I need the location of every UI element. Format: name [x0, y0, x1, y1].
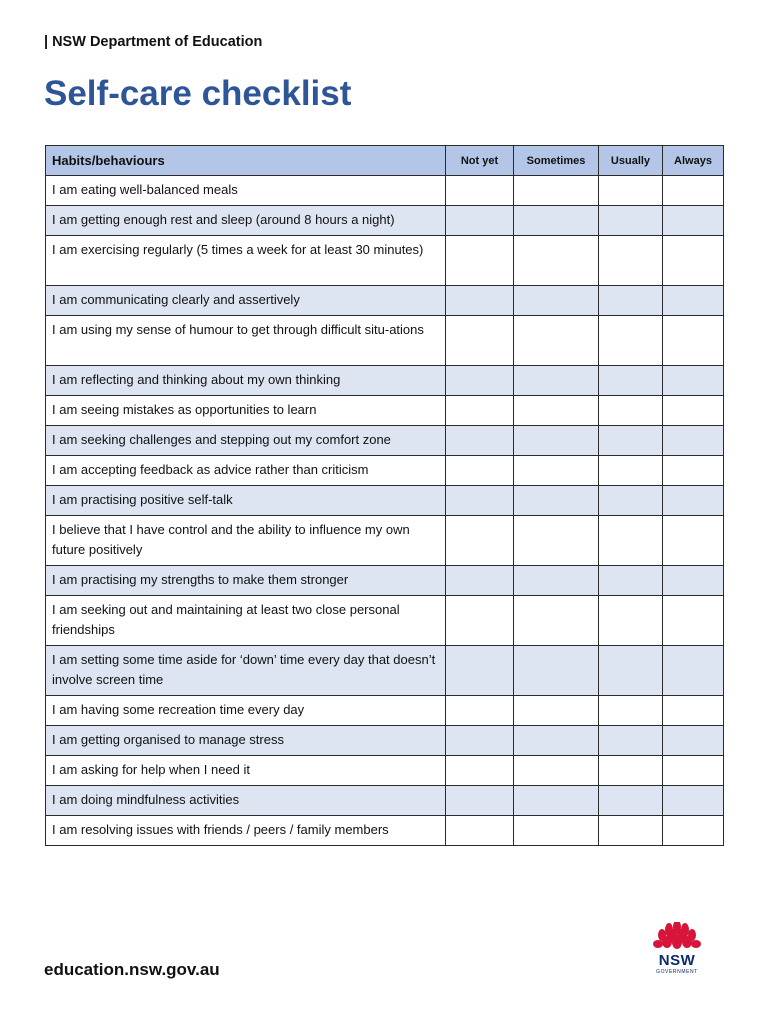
table-row: [46, 786, 724, 816]
checkbox-cell-not-yet[interactable]: [446, 286, 514, 316]
checkbox-cell-sometimes[interactable]: [514, 596, 599, 646]
checkbox-cell-always[interactable]: [663, 366, 724, 396]
habit-text: I am communicating clearly and assertively: [46, 286, 446, 316]
checkbox-cell-not-yet[interactable]: [446, 816, 514, 846]
checkbox-cell-not-yet[interactable]: [446, 366, 514, 396]
checkbox-cell-sometimes[interactable]: [514, 426, 599, 456]
table-row: [46, 756, 724, 786]
checkbox-cell-usually[interactable]: [599, 426, 663, 456]
checkbox-cell-sometimes[interactable]: [514, 316, 599, 366]
checkbox-cell-always[interactable]: [663, 176, 724, 206]
habit-text: I am seeking out and maintaining at least two close personal friendships: [46, 596, 446, 646]
checkbox-cell-not-yet[interactable]: [446, 756, 514, 786]
checkbox-cell-usually[interactable]: [599, 816, 663, 846]
habit-text: I am practising positive self-talk: [46, 486, 446, 516]
checkbox-cell-usually[interactable]: [599, 206, 663, 236]
checkbox-cell-sometimes[interactable]: [514, 176, 599, 206]
table-row: [46, 206, 724, 236]
checkbox-cell-usually[interactable]: [599, 646, 663, 696]
habit-text: I am using my sense of humour to get through difficult situ-ations: [46, 316, 446, 366]
checkbox-cell-not-yet[interactable]: [446, 566, 514, 596]
table-row: [46, 366, 724, 396]
checkbox-cell-not-yet[interactable]: [446, 486, 514, 516]
table-row: [46, 696, 724, 726]
checkbox-cell-not-yet[interactable]: [446, 646, 514, 696]
petal: [691, 940, 701, 948]
habit-text: I am eating well-balanced meals: [46, 176, 446, 206]
petal: [662, 936, 672, 948]
checkbox-cell-always[interactable]: [663, 816, 724, 846]
habit-text: I am seeing mistakes as opportunities to learn: [46, 396, 446, 426]
checkbox-cell-sometimes[interactable]: [514, 396, 599, 426]
table-row: [46, 286, 724, 316]
column-header-habits: Habits/behaviours: [46, 146, 446, 176]
checkbox-cell-not-yet[interactable]: [446, 696, 514, 726]
page-title: Self-care checklist: [44, 74, 352, 113]
habit-text: I am getting organised to manage stress: [46, 726, 446, 756]
checkbox-cell-sometimes[interactable]: [514, 286, 599, 316]
table-row: [46, 516, 724, 566]
checkbox-cell-always[interactable]: [663, 316, 724, 366]
checkbox-cell-sometimes[interactable]: [514, 816, 599, 846]
checkbox-cell-always[interactable]: [663, 426, 724, 456]
habit-text: I am exercising regularly (5 times a week for at least 30 minutes): [46, 236, 446, 286]
table-row: [46, 176, 724, 206]
checkbox-cell-sometimes[interactable]: [514, 786, 599, 816]
checkbox-cell-always[interactable]: [663, 726, 724, 756]
checkbox-cell-not-yet[interactable]: [446, 396, 514, 426]
table-row: [46, 316, 724, 366]
checkbox-cell-sometimes[interactable]: [514, 486, 599, 516]
checkbox-cell-not-yet[interactable]: [446, 516, 514, 566]
logo-subtext: GOVERNMENT: [656, 969, 698, 975]
self-care-checklist-table: [45, 145, 724, 846]
checkbox-cell-not-yet[interactable]: [446, 596, 514, 646]
habit-text: I am setting some time aside for ‘down’ time every day that doesn’t involve screen time: [46, 646, 446, 696]
table-row: [46, 646, 724, 696]
table-row: [46, 816, 724, 846]
checkbox-cell-not-yet[interactable]: [446, 206, 514, 236]
checkbox-cell-always[interactable]: [663, 486, 724, 516]
checkbox-cell-sometimes[interactable]: [514, 236, 599, 286]
checkbox-cell-always[interactable]: [663, 696, 724, 726]
checkbox-cell-sometimes[interactable]: [514, 646, 599, 696]
logo-word: NSW: [658, 952, 696, 969]
waratah-flower-icon: [646, 922, 708, 954]
checkbox-cell-always[interactable]: [663, 206, 724, 236]
nsw-government-logo: [646, 922, 708, 980]
checkbox-cell-usually[interactable]: [599, 566, 663, 596]
checkbox-cell-usually[interactable]: [599, 366, 663, 396]
checkbox-cell-sometimes[interactable]: [514, 516, 599, 566]
checkbox-cell-always[interactable]: [663, 286, 724, 316]
column-header-not-yet: Not yet: [446, 146, 514, 176]
checkbox-cell-sometimes[interactable]: [514, 366, 599, 396]
checkbox-cell-sometimes[interactable]: [514, 566, 599, 596]
checkbox-cell-not-yet[interactable]: [446, 726, 514, 756]
checkbox-cell-usually[interactable]: [599, 486, 663, 516]
footer-url: education.nsw.gov.au: [44, 960, 220, 979]
checkbox-cell-usually[interactable]: [599, 286, 663, 316]
table-row: [46, 456, 724, 486]
checkbox-cell-always[interactable]: [663, 756, 724, 786]
checkbox-cell-always[interactable]: [663, 786, 724, 816]
table-row: [46, 486, 724, 516]
checkbox-cell-sometimes[interactable]: [514, 696, 599, 726]
column-header-sometimes: Sometimes: [514, 146, 599, 176]
checkbox-cell-always[interactable]: [663, 236, 724, 286]
department-header: | NSW Department of Education: [44, 34, 263, 50]
checkbox-cell-always[interactable]: [663, 516, 724, 566]
checkbox-cell-sometimes[interactable]: [514, 726, 599, 756]
habit-text: I am having some recreation time every day: [46, 696, 446, 726]
checkbox-cell-always[interactable]: [663, 646, 724, 696]
habit-text: I am asking for help when I need it: [46, 756, 446, 786]
checkbox-cell-not-yet[interactable]: [446, 236, 514, 286]
checkbox-cell-not-yet[interactable]: [446, 456, 514, 486]
checkbox-cell-usually[interactable]: [599, 516, 663, 566]
checkbox-cell-always[interactable]: [663, 396, 724, 426]
checkbox-cell-usually[interactable]: [599, 316, 663, 366]
checkbox-cell-always[interactable]: [663, 566, 724, 596]
checkbox-cell-not-yet[interactable]: [446, 786, 514, 816]
checkbox-cell-usually[interactable]: [599, 396, 663, 426]
checkbox-cell-sometimes[interactable]: [514, 206, 599, 236]
checkbox-cell-not-yet[interactable]: [446, 176, 514, 206]
habit-text: I am accepting feedback as advice rather than criticism: [46, 456, 446, 486]
checkbox-cell-usually[interactable]: [599, 596, 663, 646]
checkbox-cell-usually[interactable]: [599, 726, 663, 756]
table-row: [46, 726, 724, 756]
table-row: [46, 236, 724, 286]
checkbox-cell-not-yet[interactable]: [446, 316, 514, 366]
checkbox-cell-usually[interactable]: [599, 176, 663, 206]
habit-text: I am doing mindfulness activities: [46, 786, 446, 816]
table-row: [46, 426, 724, 456]
checkbox-cell-always[interactable]: [663, 596, 724, 646]
checkbox-cell-usually[interactable]: [599, 756, 663, 786]
habit-text: I believe that I have control and the ability to influence my own future positively: [46, 516, 446, 566]
habit-text: I am resolving issues with friends / peers / family members: [46, 816, 446, 846]
column-header-usually: Usually: [599, 146, 663, 176]
petal: [653, 940, 663, 948]
column-header-always: Always: [663, 146, 724, 176]
habit-text: I am seeking challenges and stepping out my comfort zone: [46, 426, 446, 456]
habit-text: I am reflecting and thinking about my own thinking: [46, 366, 446, 396]
checkbox-cell-not-yet[interactable]: [446, 426, 514, 456]
table-row: [46, 396, 724, 426]
table-header-row: [46, 146, 724, 176]
petal: [682, 936, 692, 948]
habit-text: I am practising my strengths to make them stronger: [46, 566, 446, 596]
petal: [672, 935, 682, 949]
table-row: [46, 566, 724, 596]
checkbox-cell-usually[interactable]: [599, 696, 663, 726]
checkbox-cell-sometimes[interactable]: [514, 456, 599, 486]
checkbox-cell-always[interactable]: [663, 456, 724, 486]
table-row: [46, 596, 724, 646]
habit-text: I am getting enough rest and sleep (around 8 hours a night): [46, 206, 446, 236]
checkbox-cell-usually[interactable]: [599, 786, 663, 816]
checkbox-cell-usually[interactable]: [599, 236, 663, 286]
checkbox-cell-usually[interactable]: [599, 456, 663, 486]
checkbox-cell-sometimes[interactable]: [514, 756, 599, 786]
